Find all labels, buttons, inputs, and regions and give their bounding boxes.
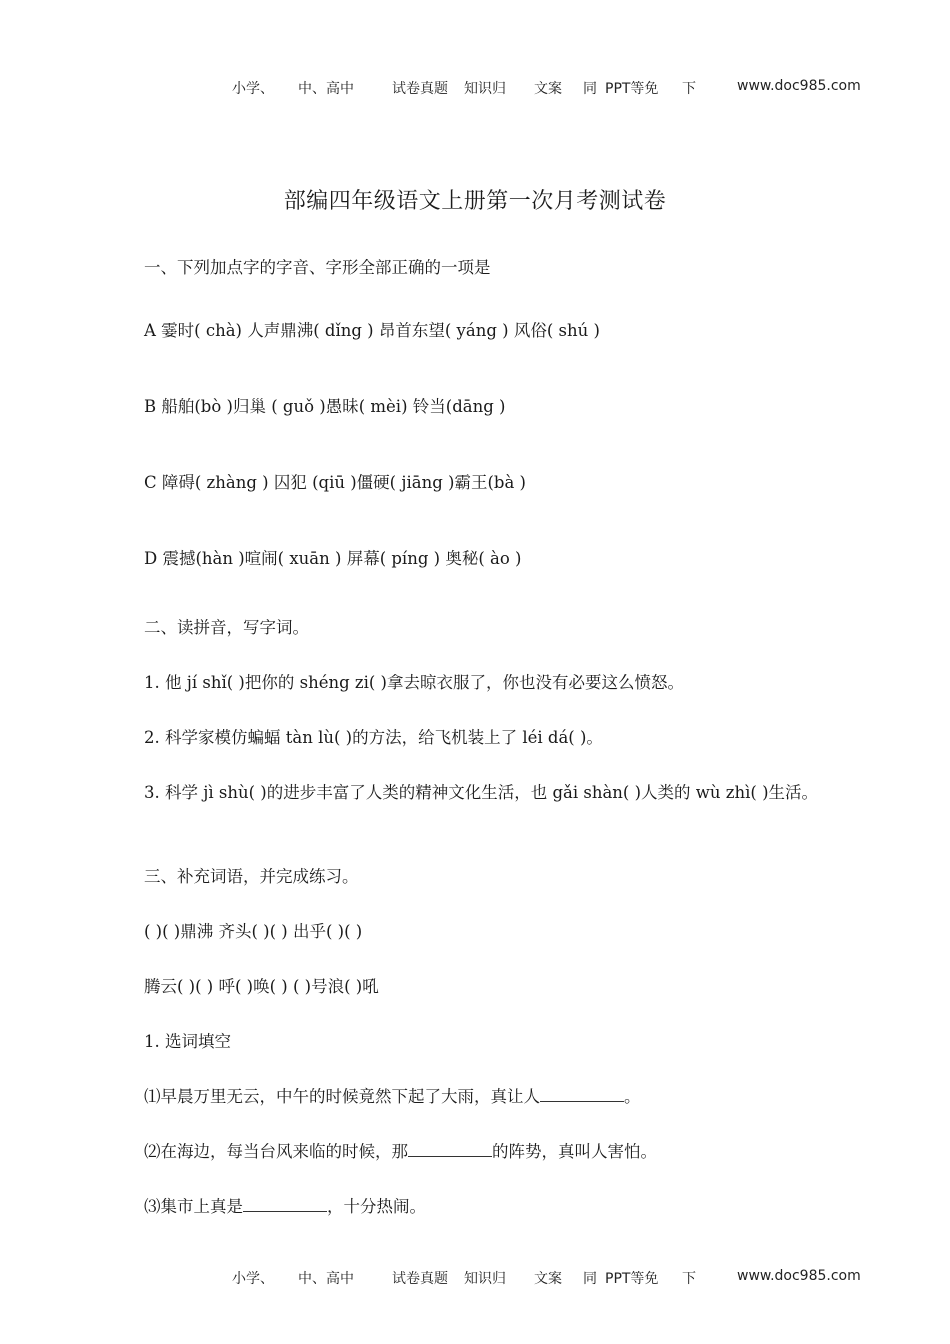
footer-text: 试卷真题: [392, 1271, 448, 1287]
footer-text: 中、高中: [298, 1271, 354, 1287]
fill-blank-text: ⑴早晨万里无云，中午的时候竟然下起了大雨，真让人: [144, 1087, 540, 1106]
header-text: 试卷真题: [392, 81, 448, 97]
footer-text: PPT等免: [605, 1271, 659, 1287]
question-3: 3. 科学 jì shù( )的进步丰富了人类的精神文化生活，也 gǎi shàn( )人类的 wù zhì( )生活。: [144, 783, 819, 802]
answer-blank[interactable]: [540, 1087, 624, 1102]
header-text: 同: [583, 81, 597, 97]
footer-text: 文案: [534, 1271, 562, 1287]
header-text: 下: [682, 81, 696, 97]
page-header: [232, 78, 862, 100]
question-1: 1. 他 jí shǐ( )把你的 shéng zi( )拿去晾衣服了，你也没有必要这么愤怒。: [144, 673, 684, 692]
sub-question-heading: 1. 选词填空: [144, 1032, 231, 1051]
section-2-heading: 二、读拼音，写字词。: [144, 618, 309, 637]
footer-text: 知识归: [464, 1271, 506, 1287]
page-footer: [232, 1268, 862, 1290]
idiom-row-1: ( )( )鼎沸 齐头( )( ) 出乎( )( ): [144, 922, 363, 941]
fill-blank-1: [144, 1086, 824, 1108]
footer-text: 小学、: [232, 1271, 274, 1287]
fill-blank-2: [144, 1141, 824, 1163]
option-c: C 障碍( zhàng ) 囚犯 (qiū )僵硬( jiāng )霸王(bà ): [144, 473, 526, 492]
header-text: 中、高中: [298, 81, 354, 97]
fill-blank-text: 的阵势，真叫人害怕。: [492, 1142, 657, 1161]
header-text: 知识归: [464, 81, 506, 97]
section-3-heading: 三、补充词语，并完成练习。: [144, 867, 359, 886]
fill-blank-text: 。: [624, 1087, 641, 1106]
fill-blank-3: [144, 1196, 824, 1218]
question-2: 2. 科学家模仿蝙蝠 tàn lù( )的方法，给飞机装上了 léi dá( )。: [144, 728, 603, 747]
header-text: PPT等免: [605, 81, 659, 97]
idiom-row-2: 腾云( )( ) 呼( )唤( ) ( )号浪( )吼: [144, 977, 379, 996]
fill-blank-text: ⑶集市上真是: [144, 1197, 243, 1216]
page-title: 部编四年级语文上册第一次月考测试卷: [283, 189, 667, 214]
option-b: B 船舶(bò )归巢 ( guǒ )愚昧( mèi) 铃当(dāng ): [144, 397, 506, 416]
header-text: 小学、: [232, 81, 274, 97]
fill-blank-text: ，十分热闹。: [327, 1197, 426, 1216]
section-1-heading: 一、下列加点字的字音、字形全部正确的一项是: [144, 258, 491, 277]
fill-blank-text: ⑵在海边，每当台风来临的时候，那: [144, 1142, 408, 1161]
option-a: A 霎时( chà) 人声鼎沸( dǐng ) 昂首东望( yáng ) 风俗( shú ): [144, 321, 600, 340]
footer-text: 同: [583, 1271, 597, 1287]
footer-text: 下: [682, 1271, 696, 1287]
option-d: D 震撼(hàn )喧闹( xuān ) 屏幕( píng ) 奥秘( ào ): [144, 549, 522, 568]
header-site-link[interactable]: www.doc985.com: [737, 78, 861, 94]
answer-blank[interactable]: [408, 1142, 492, 1157]
header-text: 文案: [534, 81, 562, 97]
footer-site-link[interactable]: www.doc985.com: [737, 1268, 861, 1284]
answer-blank[interactable]: [243, 1197, 327, 1212]
